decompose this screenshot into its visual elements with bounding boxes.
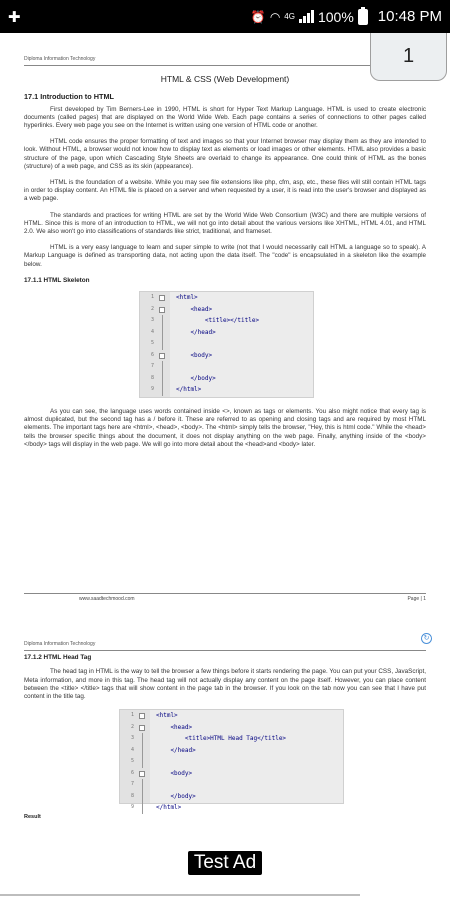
paragraph: HTML is a very easy language to learn and super simple to write (not that I would necessarily call HTML a language so to speak). A Markup Language is defined as transporting data, not acting upon the data itself. The "code" is encapsulated in a skeleton like the example below. xyxy=(24,244,426,268)
fold-guide xyxy=(162,373,163,385)
progress-track xyxy=(0,890,450,900)
code-text: </html> xyxy=(176,386,202,394)
page-number-badge[interactable]: 1 xyxy=(370,33,447,81)
code-line xyxy=(120,756,343,768)
line-number: 9 xyxy=(150,386,154,393)
code-line xyxy=(140,384,313,396)
subsection-heading: 17.1.1 HTML Skeleton xyxy=(24,276,90,284)
line-number: 1 xyxy=(150,294,154,301)
fold-toggle-icon xyxy=(139,713,145,719)
paragraph: HTML is the foundation of a website. While you may see file extensions like php, cfm, asp, etc., these files will still contain HTML tags in order to display content. An HTML file is placed on a server and when requested by a user, it is read into the user's browser and displayed as a web page. xyxy=(24,179,426,203)
code-line xyxy=(120,779,343,791)
clock: 10:48 PM xyxy=(377,8,442,25)
fold-guide xyxy=(162,327,163,339)
fold-guide xyxy=(142,791,143,803)
result-label: Result xyxy=(24,814,41,821)
line-number: 6 xyxy=(130,769,134,776)
line-number: 1 xyxy=(130,712,134,719)
fold-toggle-icon xyxy=(159,295,165,301)
code-line xyxy=(120,802,343,814)
fold-guide xyxy=(142,745,143,757)
paragraph: First developed by Tim Berners-Lee in 1990, HTML is short for Hyper Text Markup Language. HTML is used to create electronic documents (called pages) that are displayed on the World Wide Web. Each page contains a series of connections to other pages called hyperlinks. Every web page you see on the Internet is written using one version of HTML code or another. xyxy=(24,105,426,130)
sync-icon[interactable]: ↻ xyxy=(421,633,432,644)
fold-toggle-icon xyxy=(139,771,145,777)
code-line xyxy=(120,733,343,745)
fold-guide xyxy=(162,361,163,373)
code-text: </body> xyxy=(156,792,196,800)
code-block xyxy=(119,709,344,812)
document-title: HTML & CSS (Web Development) xyxy=(160,74,290,85)
code-text: <body> xyxy=(156,769,193,777)
code-text: <html> xyxy=(176,294,198,302)
ad-banner[interactable] xyxy=(0,838,450,888)
document-page-1[interactable] xyxy=(24,55,426,457)
battery-percent: 100% xyxy=(317,8,354,25)
footer-page-number: Page | 1 xyxy=(407,596,426,602)
code-line xyxy=(140,373,313,385)
code-text: <head> xyxy=(176,305,213,313)
code-block xyxy=(139,291,314,398)
code-text: <body> xyxy=(176,351,213,359)
code-text: <title>HTML Head Tag</title> xyxy=(156,735,287,743)
line-number: 3 xyxy=(130,735,134,742)
ad-label[interactable]: Test Ad xyxy=(188,851,262,875)
code-line xyxy=(140,292,313,304)
fold-guide xyxy=(142,779,143,791)
code-text: <title></title> xyxy=(176,317,260,325)
code-text: <html> xyxy=(156,712,178,720)
fold-toggle-icon xyxy=(139,725,145,731)
document-page-2[interactable] xyxy=(24,640,426,821)
cross-icon: ✚ xyxy=(8,8,21,26)
line-number: 5 xyxy=(130,758,134,765)
section-heading: 17.1 Introduction to HTML xyxy=(24,92,114,102)
signal-icon xyxy=(299,10,314,23)
fold-guide xyxy=(162,338,163,350)
code-text: </body> xyxy=(176,374,216,382)
code-line xyxy=(120,710,343,722)
code-line xyxy=(140,361,313,373)
page-footer xyxy=(24,593,426,601)
code-line xyxy=(140,338,313,350)
code-text: </head> xyxy=(176,328,216,336)
code-text: </html> xyxy=(156,804,182,812)
running-head: Diploma Information Technology xyxy=(24,55,426,66)
fold-guide xyxy=(142,756,143,768)
code-line xyxy=(120,791,343,803)
code-line xyxy=(120,745,343,757)
battery-icon xyxy=(358,9,368,25)
wifi-icon: ◠ xyxy=(269,9,281,24)
fold-guide xyxy=(162,384,163,396)
line-number: 8 xyxy=(150,374,154,381)
code-line xyxy=(140,350,313,362)
line-number: 3 xyxy=(150,317,154,324)
paragraph: The head tag in HTML is the way to tell the browser a few things before it starts rendering the page. You can put your CSS, JavaScript, Meta information, and more in this tag. The head tag will not actually display any content on the page itself. However, you can place content between the <title> </title> tags that will show content in the page tab in the browser. If you look on the tab now you can see that I have put content in the title tag. xyxy=(24,668,426,701)
code-line xyxy=(120,768,343,780)
line-number: 7 xyxy=(150,363,154,370)
line-number: 2 xyxy=(150,305,154,312)
code-text: </head> xyxy=(156,746,196,754)
code-line xyxy=(140,315,313,327)
status-bar xyxy=(0,0,450,33)
subsection-heading: 17.1.2 HTML Head Tag xyxy=(24,654,92,662)
alarm-icon: ⏰ xyxy=(250,9,266,24)
paragraph: HTML code ensures the proper formatting of text and images so that your Internet browser may display them as they are intended to look. Without HTML, a browser would not know how to display text as elements or load images or other elements. HTML also provides a basic structure of the page, upon which Cascading Style Sheets are overlaid to change its appearance. One could think of HTML as the bones (structure) of a web page, and CSS as its skin (appearance). xyxy=(24,138,426,170)
fold-guide xyxy=(162,315,163,327)
line-number: 4 xyxy=(150,328,154,335)
code-line xyxy=(120,722,343,734)
status-icons xyxy=(251,8,442,25)
paragraph: As you can see, the language uses words contained inside <>, known as tags or elements. You also might notice that every tag is almost duplicated, but the second tag has a / before it. These are referred to as opening and closing tags and are required by most HTML elements. The important tags here are <html>, <head>, <body>. The <html> simply tells the browser, "Hey, this is html code." While the <head> tells the browser specific things about the document, it does not display anything on the web page. Finally, anything inside of the <body></body> tags will display in the web page. We will go into more detail about the <head>and <body> later. xyxy=(24,408,426,448)
fold-toggle-icon xyxy=(159,307,165,313)
network-type-label: 4G xyxy=(284,12,295,21)
line-number: 8 xyxy=(130,792,134,799)
line-number: 7 xyxy=(130,781,134,788)
fold-guide xyxy=(142,802,143,814)
line-number: 2 xyxy=(130,723,134,730)
code-line xyxy=(140,327,313,339)
line-number: 5 xyxy=(150,340,154,347)
footer-url: www.saadtechmood.com xyxy=(79,596,135,602)
running-head: Diploma Information Technology xyxy=(24,640,426,651)
code-line xyxy=(140,304,313,316)
fold-guide xyxy=(142,733,143,745)
fold-toggle-icon xyxy=(159,353,165,359)
line-number: 6 xyxy=(150,351,154,358)
code-text: <head> xyxy=(156,723,193,731)
line-number: 9 xyxy=(130,804,134,811)
paragraph: The standards and practices for writing HTML are set by the World Wide Web Consortium (W3C) and there are multiple versions of HTML. Since this is more of an introduction to HTML, we will not go into detail about the various versions like XHTML, HTML 4.01, and HTML 2.0. We also won't go into classifications of standards like strict, traditional, and frameset. xyxy=(24,211,426,236)
line-number: 4 xyxy=(130,746,134,753)
